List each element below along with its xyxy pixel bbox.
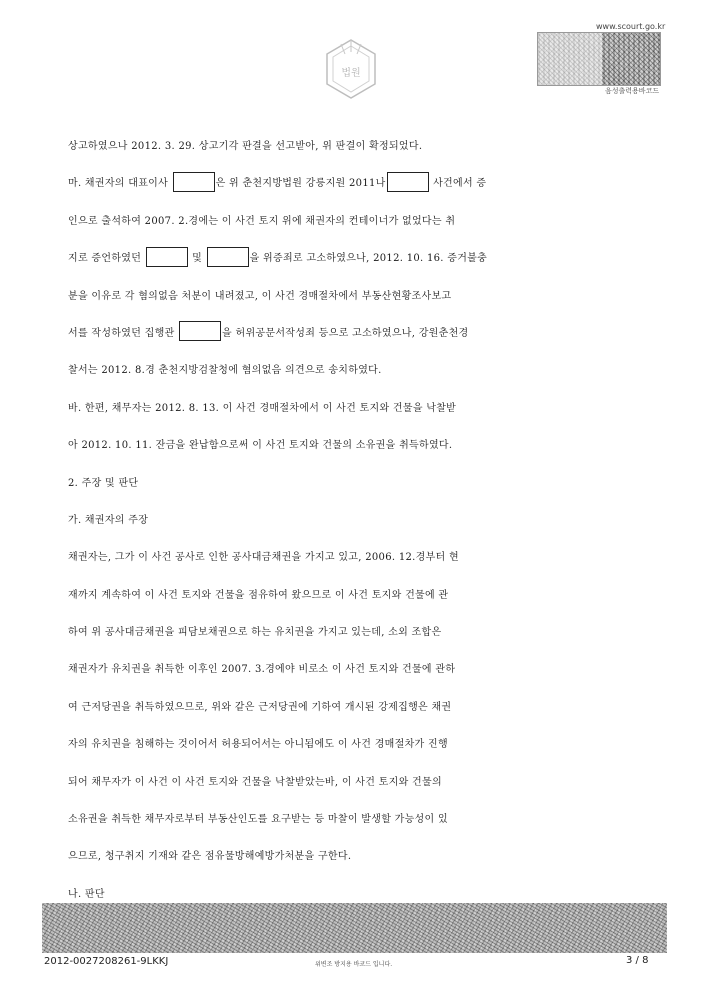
text-line	[68, 614, 648, 651]
barcode-image	[537, 32, 661, 86]
text-segment: 채권자는, 그가 이 사건 공사로 인한 공사대금채권을 가지고 있고, 2006. 12.경부터 현	[68, 552, 459, 564]
text-line	[68, 577, 648, 614]
emblem-label: 법원	[341, 68, 361, 79]
text-line	[68, 838, 648, 875]
text-line	[68, 689, 648, 726]
barcode-caption: 음성출력용바코드	[605, 87, 660, 95]
text-segment: 찰서는 2012. 8.경 춘천지방검찰청에 혐의없음 의견으로 송치하였다.	[68, 365, 382, 377]
barcode-blank-area	[538, 33, 602, 85]
text-segment: 마. 채권자의 대표이사	[68, 178, 172, 190]
subsection-heading	[68, 502, 648, 539]
text-segment: 분을 이유로 각 혐의없음 처분이 내려졌고, 이 사건 경매절차에서 부동산현황조사보고	[68, 290, 452, 302]
text-line	[68, 390, 648, 427]
document-body	[68, 128, 648, 913]
redaction-box	[146, 247, 188, 267]
text-segment: 하여 위 공사대금채권을 피담보채권으로 하는 유치권을 가지고 있는데, 소외 조합은	[68, 627, 442, 639]
anti-forgery-barcode	[42, 903, 667, 953]
text-line	[68, 427, 648, 464]
redaction-box	[207, 247, 249, 267]
text-line	[68, 651, 648, 688]
text-segment: 바. 한편, 채무자는 2012. 8. 13. 이 사건 경매절차에서 이 사건 토지와 건물을 낙찰받	[68, 402, 457, 414]
text-segment: 가. 채권자의 주장	[68, 514, 149, 526]
text-segment: 되어 채무자가 이 사건 이 사건 토지와 건물을 낙찰받았는바, 이 사건 토지와 건물의	[68, 776, 442, 788]
text-segment: 서를 작성하였던 집행관	[68, 327, 179, 339]
text-segment: 아 2012. 10. 11. 잔금을 완납함으로써 이 사건 토지와 건물의 소유권을 취득하였다.	[68, 440, 453, 452]
footer-note: 위변조 방지용 바코드 입니다.	[315, 961, 393, 968]
redaction-box	[179, 321, 221, 341]
text-line	[68, 352, 648, 389]
text-line	[68, 539, 648, 576]
text-line	[68, 278, 648, 315]
text-line	[68, 128, 648, 165]
text-line	[68, 726, 648, 763]
text-segment: 상고하였으나 2012. 3. 29. 상고기각 판결을 선고받아, 위 판결이 확정되었다.	[68, 141, 423, 152]
text-segment: 을 위증죄로 고소하였으나, 2012. 10. 16. 증거불충	[249, 253, 488, 265]
text-segment: 및	[188, 253, 206, 265]
text-segment: 여 근저당권을 취득하였으므로, 위와 같은 근저당권에 기하여 개시된 강제집행은 채권	[68, 701, 452, 713]
text-segment: 자의 유치권을 침해하는 것이어서 허용되어서는 아니됨에도 이 사건 경매절차가 진행	[68, 739, 448, 751]
text-segment: 재까지 계속하여 이 사건 토지와 건물을 점유하여 왔으므로 이 사건 토지와 건물에 관	[68, 589, 449, 601]
text-segment: 소유권을 취득한 채무자로부터 부동산인도를 요구받는 등 마찰이 발생할 가능성이 있	[68, 814, 448, 826]
text-segment: 을 허위공문서작성죄 등으로 고소하였으나, 강원춘천경	[222, 327, 469, 339]
text-segment: 사건에서 증	[429, 178, 487, 190]
text-segment: 은 위 춘천지방법원 강릉지원 2011나	[215, 178, 386, 190]
court-emblem-icon	[323, 38, 379, 100]
section-heading	[68, 465, 648, 502]
document-id: 2012-0027208261-9LKKJ	[44, 956, 169, 967]
page-number: 3 / 8	[626, 955, 649, 966]
redaction-box	[387, 172, 429, 192]
text-line	[68, 764, 648, 801]
text-segment: 2. 주장 및 판단	[68, 477, 139, 489]
text-segment: 채권자가 유치권을 취득한 이후인 2007. 3.경에야 비로소 이 사건 토지와 건물에 관하	[68, 664, 456, 676]
text-segment: 으므로, 청구취지 기재와 같은 점유물방해예방가처분을 구한다.	[68, 851, 352, 863]
text-segment: 나. 판단	[68, 888, 105, 900]
text-line	[68, 165, 648, 202]
text-segment: 인으로 출석하여 2007. 2.경에는 이 사건 토지 위에 채권자의 컨테이너가 없었다는 취	[68, 215, 456, 227]
text-line	[68, 801, 648, 838]
text-line	[68, 315, 648, 352]
site-url: www.scourt.go.kr	[596, 22, 666, 31]
text-line	[68, 240, 648, 277]
text-line	[68, 203, 648, 240]
redaction-box	[173, 172, 215, 192]
text-segment: 지로 증언하였던	[68, 253, 145, 265]
